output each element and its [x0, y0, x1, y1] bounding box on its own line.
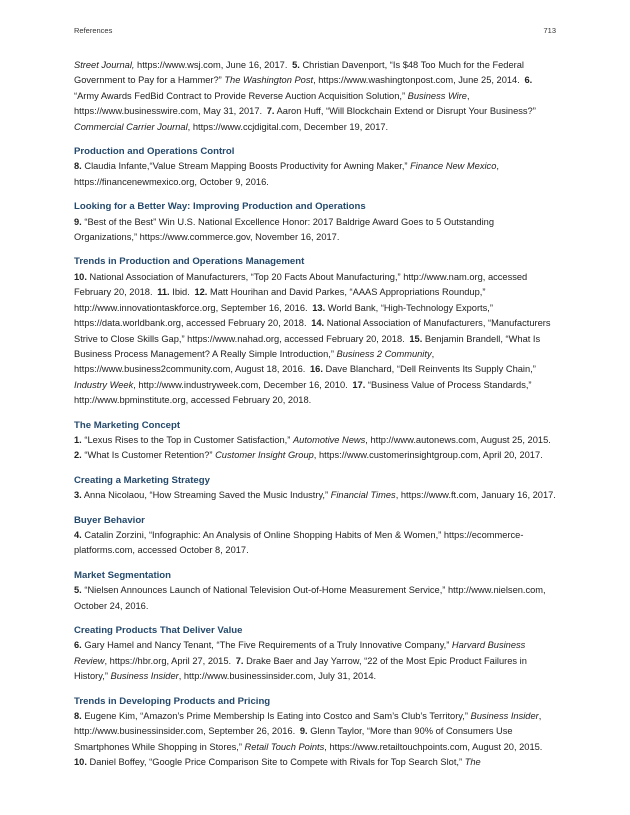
section-heading: Market Segmentation	[74, 569, 172, 581]
reference-number: 16.	[310, 364, 323, 375]
reference-text: “Business Value of Process Standards,” http://www.bpminstitute.org, accessed February 20, 2018.	[74, 379, 532, 406]
source-title: Business Insider	[470, 711, 539, 722]
reference-number: 10.	[74, 757, 87, 768]
reference-text: Gary Hamel and Nancy Tenant, “The Five Requirements of a Truly Innovative Company,”	[84, 640, 452, 651]
reference-paragraph	[74, 488, 556, 503]
section-heading: The Marketing Concept	[74, 419, 181, 431]
reference-paragraph	[74, 638, 556, 684]
reference-text: , https://www.ft.com, January 16, 2017.	[395, 490, 556, 501]
section-heading: Trends in Developing Products and Pricing	[74, 695, 271, 707]
reference-text: Eugene Kim, “Amazon’s Prime Membership Is Eating into Costco and Sam’s Club’s Territory,”	[84, 711, 471, 722]
reference-number: 9.	[299, 726, 308, 737]
source-title: Business 2 Community	[336, 348, 432, 359]
reference-text: , https://hbr.org, April 27, 2015.	[104, 655, 232, 666]
section-heading: Production and Operations Control	[74, 146, 235, 158]
reference-text: , http://www.autonews.com, August 25, 2015.	[365, 434, 551, 445]
source-title: The Washington Post	[224, 75, 314, 86]
source-title: Automotive News	[292, 434, 366, 445]
reference-number: 5.	[74, 585, 82, 596]
source-title: Customer Insight Group	[215, 450, 314, 461]
section-heading: Creating a Marketing Strategy	[74, 474, 210, 486]
reference-paragraph	[74, 528, 556, 559]
source-title: Business Wire	[407, 90, 467, 101]
reference-number: 7.	[235, 655, 244, 666]
reference-paragraph	[74, 583, 556, 614]
reference-text: Catalin Zorzini, “Infographic: An Analysis of Online Shopping Habits of Men & Women,” https://ecommerce-platforms.com, accessed October 8, 2017.	[74, 529, 524, 556]
reference-number: 8.	[74, 161, 82, 172]
reference-number: 8.	[74, 711, 82, 722]
source-title: Financial Times	[330, 490, 396, 501]
reference-number: 15.	[409, 333, 423, 344]
reference-text: Matt Hourihan and David Parkes, “AAAS Appropriations Roundup,” http://www.innovationtaskforce.org, September 16, 2016.	[74, 287, 486, 313]
reference-text: Ibid.	[172, 287, 190, 298]
reference-text: , https://www.retailtouchpoints.com, August 20, 2015.	[324, 741, 543, 752]
section-heading: Creating Products That Deliver Value	[74, 625, 243, 636]
section-heading: Buyer Behavior	[74, 514, 145, 526]
reference-paragraph	[74, 270, 556, 409]
source-title: Street Journal,	[74, 60, 135, 70]
reference-number: 13.	[312, 302, 326, 313]
reference-number: 14.	[311, 318, 325, 329]
reference-text: “What Is Customer Retention?”	[84, 450, 216, 461]
reference-number: 5.	[292, 60, 300, 70]
section-heading: Trends in Production and Operations Management	[74, 256, 305, 268]
reference-number: 12.	[194, 287, 208, 298]
page-header	[74, 26, 556, 38]
reference-number: 10.	[74, 271, 87, 282]
references-body	[74, 58, 556, 780]
reference-text: , http://www.businessinsider.com, July 31, 2014.	[178, 671, 377, 682]
reference-text: Dave Blanchard, “Dell Reinvents Its Supply Chain,”	[325, 364, 536, 375]
reference-text: “Army Awards FedBid Contract to Provide Reverse Auction Acquisition Solution,”	[74, 90, 408, 101]
reference-number: 6.	[524, 75, 533, 86]
reference-text: , http://www.industryweek.com, December 16, 2010.	[133, 379, 348, 390]
reference-text: , https://www.businesswire.com, May 31, 2017.	[74, 90, 470, 117]
source-title: Business Insider	[110, 671, 179, 682]
reference-text: , http://www.businessinsider.com, September 26, 2016.	[74, 711, 542, 737]
reference-number: 11.	[157, 287, 170, 298]
reference-paragraph	[74, 433, 556, 464]
running-header: References	[74, 26, 113, 35]
reference-number: 3.	[74, 490, 82, 501]
section-heading: Looking for a Better Way: Improving Production and Operations	[74, 201, 366, 213]
reference-paragraph	[74, 58, 556, 135]
reference-text: Glenn Taylor, “More than 90% of Consumers Use Smartphones While Shopping in Stores,”	[74, 726, 513, 752]
reference-number: 4.	[74, 529, 82, 540]
source-title: Retail Touch Points	[244, 741, 325, 752]
reference-text: , https://www.customerinsightgroup.com, April 20, 2017.	[313, 450, 543, 461]
source-title: Industry Week	[74, 379, 134, 390]
reference-text: World Bank, “High-Technology Exports,” https://data.worldbank.org, accessed February 20, 2018.	[74, 302, 493, 329]
reference-text: , https://www.ccjdigital.com, December 19, 2017.	[187, 121, 389, 132]
reference-number: 2.	[74, 450, 82, 461]
source-title: Commercial Carrier Journal	[74, 121, 188, 132]
reference-number: 6.	[74, 640, 82, 651]
reference-text: , https://www.business2community.com, August 18, 2016.	[74, 348, 435, 375]
reference-paragraph	[74, 159, 556, 190]
reference-text: “Nielsen Announces Launch of National Television Out-of-Home Measurement Service,” http://www.nielsen.com, October 24, 2016.	[74, 585, 546, 611]
source-title: Finance New Mexico	[410, 161, 497, 172]
reference-number: 1.	[74, 434, 82, 445]
reference-text: Drake Baer and Jay Yarrow, “22 of the Most Epic Product Failures in History,”	[74, 655, 527, 682]
reference-text: Benjamin Brandell, “What Is Business Process Management? A Really Simple Introduction,”	[74, 333, 541, 359]
reference-text: Christian Davenport, “Is $48 Too Much for the Federal Government to Pay for a Hammer?”	[74, 60, 524, 86]
reference-number: 7.	[266, 106, 275, 117]
reference-text: National Association of Manufacturers, “Manufacturers Strive to Close Skills Gap,” https://www.nahad.org, accessed February 20, 2018.	[74, 318, 551, 344]
reference-number: 17.	[352, 379, 366, 390]
reference-text: Claudia Infante,“Value Stream Mapping Boosts Productivity for Awning Maker,”	[84, 161, 411, 172]
reference-text: , https://financenewmexico.org, October 9, 2016.	[74, 161, 499, 187]
reference-paragraph	[74, 709, 556, 771]
reference-text: , https://www.washingtonpost.com, June 25, 2014.	[313, 75, 520, 86]
source-title: The	[464, 757, 481, 768]
reference-text: Daniel Boffey, “Google Price Comparison Site to Compete with Rivals for Top Search Slot,”	[89, 757, 465, 768]
reference-text: “Lexus Rises to the Top in Customer Satisfaction,”	[84, 434, 293, 445]
reference-text: National Association of Manufacturers, “Top 20 Facts About Manufacturing,” http://www.nam.org, accessed February 20, 2018.	[74, 271, 528, 298]
source-title: Harvard Business Review	[74, 640, 526, 666]
reference-number: 9.	[74, 216, 82, 227]
reference-text: https://www.wsj.com, June 16, 2017.	[134, 60, 288, 70]
reference-text: Anna Nicolaou, “How Streaming Saved the Music Industry,”	[83, 490, 331, 501]
reference-paragraph	[74, 215, 556, 246]
reference-text: Aaron Huff, “Will Blockchain Extend or Disrupt Your Business?”	[276, 106, 536, 117]
page-number: 713	[543, 26, 556, 35]
reference-text: “Best of the Best” Win U.S. National Excellence Honor: 2017 Baldrige Award Goes to 5 Outstanding Organizations,” https://www.commerce.gov, November 16, 2017.	[74, 216, 494, 243]
